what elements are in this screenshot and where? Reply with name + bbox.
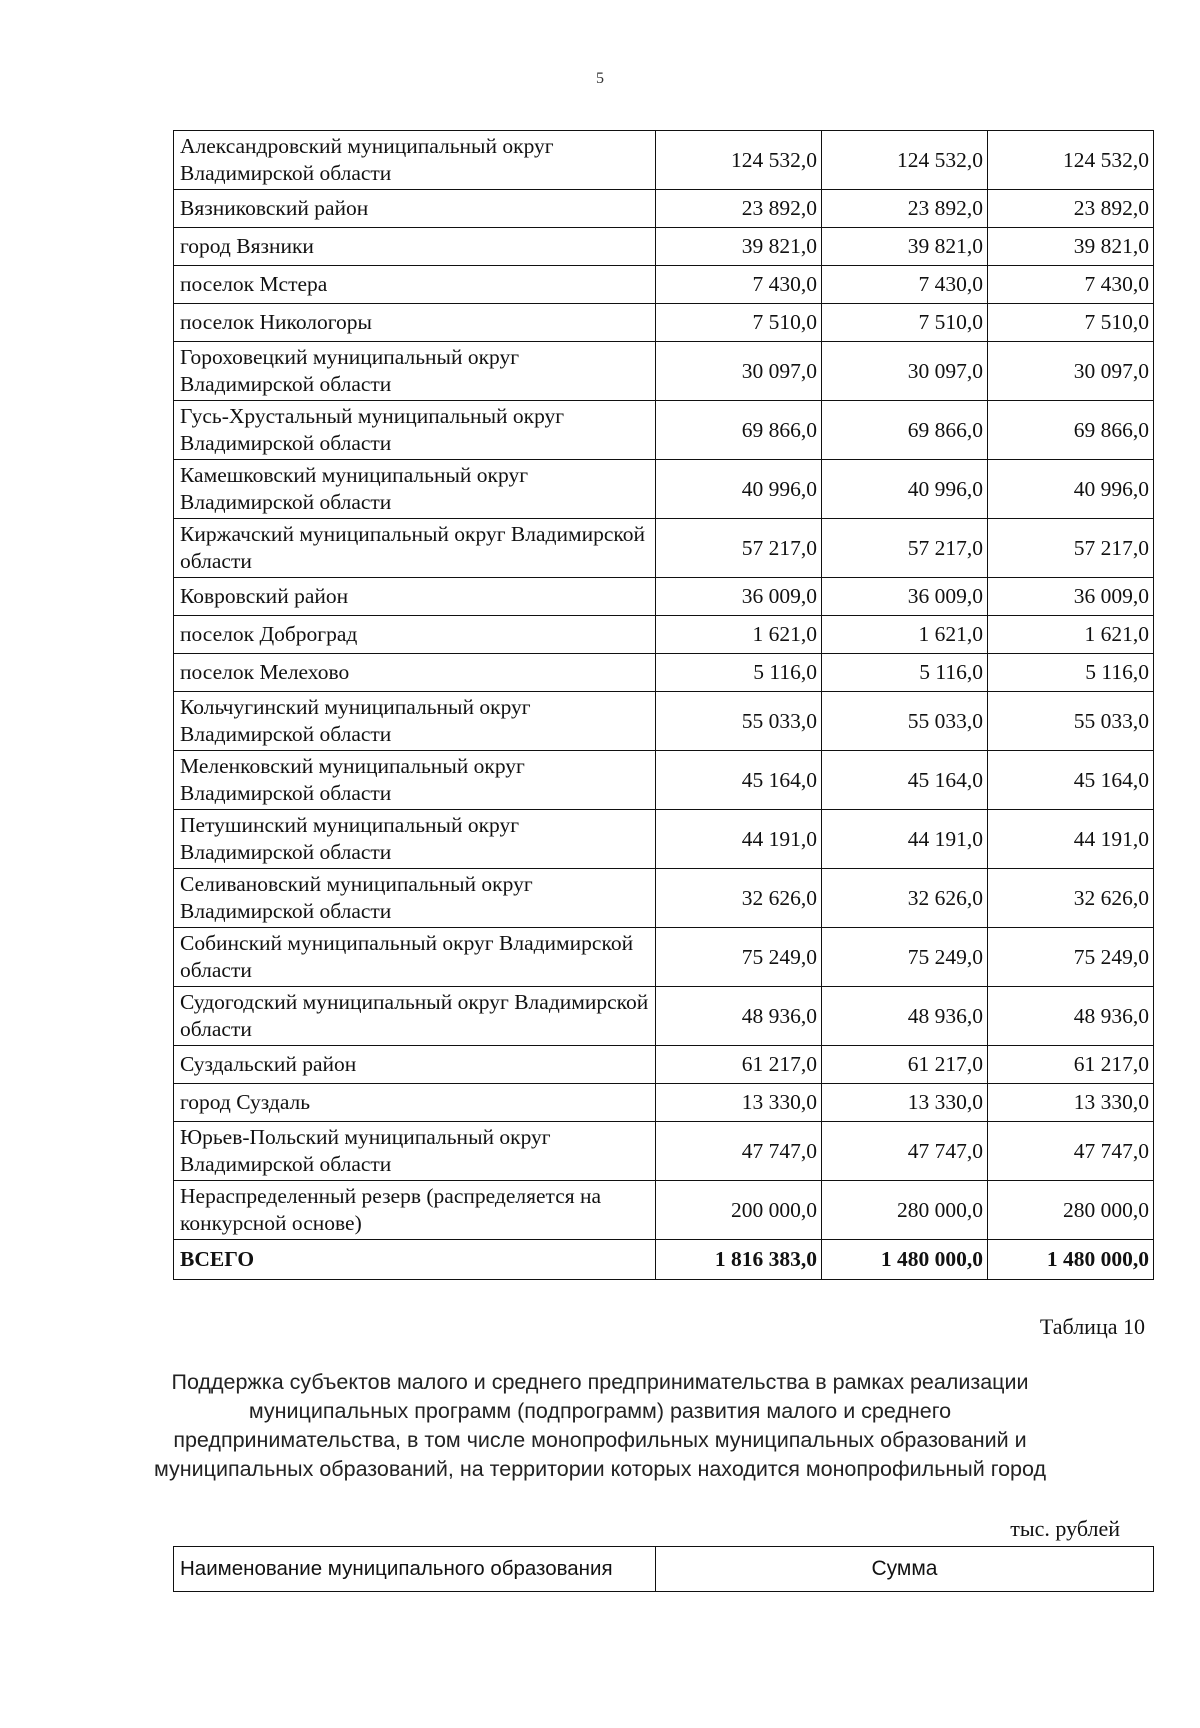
row-name: Юрьев-Польский муниципальный округ Владимирской области — [174, 1122, 656, 1181]
row-name: Петушинский муниципальный округ Владимирской области — [174, 810, 656, 869]
row-value-3: 75 249,0 — [988, 928, 1154, 987]
row-value-3: 48 936,0 — [988, 987, 1154, 1046]
row-value-2: 61 217,0 — [822, 1046, 988, 1084]
row-value-1: 30 097,0 — [656, 342, 822, 401]
row-name: Суздальский район — [174, 1046, 656, 1084]
row-value-2: 280 000,0 — [822, 1181, 988, 1240]
row-value-1: 44 191,0 — [656, 810, 822, 869]
row-value-2: 44 191,0 — [822, 810, 988, 869]
row-value-1: 32 626,0 — [656, 869, 822, 928]
row-value-1: 5 116,0 — [656, 654, 822, 692]
row-name: Александровский муниципальный округ Владимирской области — [174, 131, 656, 190]
row-value-3: 44 191,0 — [988, 810, 1154, 869]
row-name: Вязниковский район — [174, 190, 656, 228]
row-value-3: 13 330,0 — [988, 1084, 1154, 1122]
table-row — [174, 1084, 1154, 1122]
row-value-1: 47 747,0 — [656, 1122, 822, 1181]
row-name: Ковровский район — [174, 578, 656, 616]
row-value-3: 57 217,0 — [988, 519, 1154, 578]
table-row — [174, 928, 1154, 987]
row-name: поселок Мелехово — [174, 654, 656, 692]
row-value-2: 57 217,0 — [822, 519, 988, 578]
table-row — [174, 460, 1154, 519]
row-value-2: 124 532,0 — [822, 131, 988, 190]
total-label: ВСЕГО — [174, 1240, 656, 1280]
row-value-3: 7 430,0 — [988, 266, 1154, 304]
allocation-table — [173, 130, 1154, 1280]
table-row — [174, 654, 1154, 692]
row-name: поселок Мстера — [174, 266, 656, 304]
row-value-2: 32 626,0 — [822, 869, 988, 928]
column-header-name: Наименование муниципального образования — [174, 1547, 656, 1592]
row-value-2: 55 033,0 — [822, 692, 988, 751]
row-value-2: 1 621,0 — [822, 616, 988, 654]
table-row — [174, 266, 1154, 304]
row-name: Гороховецкий муниципальный округ Владимирской области — [174, 342, 656, 401]
row-value-1: 57 217,0 — [656, 519, 822, 578]
row-value-3: 61 217,0 — [988, 1046, 1154, 1084]
table-row — [174, 131, 1154, 190]
row-value-2: 39 821,0 — [822, 228, 988, 266]
table-row — [174, 869, 1154, 928]
row-value-1: 75 249,0 — [656, 928, 822, 987]
row-value-2: 30 097,0 — [822, 342, 988, 401]
row-name: город Суздаль — [174, 1084, 656, 1122]
row-value-3: 280 000,0 — [988, 1181, 1154, 1240]
row-value-2: 47 747,0 — [822, 1122, 988, 1181]
row-name: Нераспределенный резерв (распределяется на конкурсной основе) — [174, 1181, 656, 1240]
table-row — [174, 692, 1154, 751]
row-value-2: 7 430,0 — [822, 266, 988, 304]
row-name: Камешковский муниципальный округ Владимирской области — [174, 460, 656, 519]
row-value-1: 7 430,0 — [656, 266, 822, 304]
table-row — [174, 401, 1154, 460]
row-value-1: 55 033,0 — [656, 692, 822, 751]
row-value-2: 40 996,0 — [822, 460, 988, 519]
units-label: тыс. рублей — [1010, 1516, 1120, 1541]
row-value-3: 30 097,0 — [988, 342, 1154, 401]
row-value-3: 7 510,0 — [988, 304, 1154, 342]
table-caption: Таблица 10 — [1039, 1314, 1145, 1339]
row-value-1: 23 892,0 — [656, 190, 822, 228]
row-value-1: 48 936,0 — [656, 987, 822, 1046]
row-value-2: 45 164,0 — [822, 751, 988, 810]
row-value-1: 13 330,0 — [656, 1084, 822, 1122]
row-value-3: 1 621,0 — [988, 616, 1154, 654]
row-value-2: 13 330,0 — [822, 1084, 988, 1122]
row-name: Гусь-Хрустальный муниципальный округ Владимирской области — [174, 401, 656, 460]
row-value-3: 124 532,0 — [988, 131, 1154, 190]
row-value-1: 200 000,0 — [656, 1181, 822, 1240]
row-name: Киржачский муниципальный округ Владимирской области — [174, 519, 656, 578]
row-value-3: 40 996,0 — [988, 460, 1154, 519]
total-value-3: 1 480 000,0 — [988, 1240, 1154, 1280]
table-row — [174, 987, 1154, 1046]
row-value-1: 61 217,0 — [656, 1046, 822, 1084]
row-value-3: 47 747,0 — [988, 1122, 1154, 1181]
table-row — [174, 228, 1154, 266]
table-row — [174, 751, 1154, 810]
table-row — [174, 616, 1154, 654]
row-value-3: 36 009,0 — [988, 578, 1154, 616]
table-header-row — [174, 1547, 1154, 1592]
row-value-1: 39 821,0 — [656, 228, 822, 266]
page-number: 5 — [596, 70, 604, 87]
table-row — [174, 304, 1154, 342]
row-value-3: 5 116,0 — [988, 654, 1154, 692]
row-name: Судогодский муниципальный округ Владимирской области — [174, 987, 656, 1046]
row-value-2: 75 249,0 — [822, 928, 988, 987]
row-value-1: 36 009,0 — [656, 578, 822, 616]
row-value-2: 48 936,0 — [822, 987, 988, 1046]
allocation-table-body — [174, 131, 1154, 1280]
row-value-3: 23 892,0 — [988, 190, 1154, 228]
row-name: поселок Никологоры — [174, 304, 656, 342]
row-value-1: 7 510,0 — [656, 304, 822, 342]
row-value-3: 32 626,0 — [988, 869, 1154, 928]
row-value-3: 69 866,0 — [988, 401, 1154, 460]
row-value-1: 40 996,0 — [656, 460, 822, 519]
table-row — [174, 1046, 1154, 1084]
row-value-1: 45 164,0 — [656, 751, 822, 810]
row-value-2: 5 116,0 — [822, 654, 988, 692]
row-name: город Вязники — [174, 228, 656, 266]
row-value-2: 36 009,0 — [822, 578, 988, 616]
row-value-1: 69 866,0 — [656, 401, 822, 460]
row-value-2: 23 892,0 — [822, 190, 988, 228]
row-value-3: 39 821,0 — [988, 228, 1154, 266]
table-row — [174, 342, 1154, 401]
table-row — [174, 190, 1154, 228]
table-row — [174, 1181, 1154, 1240]
table-row — [174, 578, 1154, 616]
support-table — [173, 1546, 1154, 1592]
table-row — [174, 519, 1154, 578]
total-value-1: 1 816 383,0 — [656, 1240, 822, 1280]
row-name: поселок Доброград — [174, 616, 656, 654]
row-name: Собинский муниципальный округ Владимирской области — [174, 928, 656, 987]
total-row — [174, 1240, 1154, 1280]
row-value-1: 1 621,0 — [656, 616, 822, 654]
row-name: Кольчугинский муниципальный округ Владимирской области — [174, 692, 656, 751]
row-value-3: 55 033,0 — [988, 692, 1154, 751]
row-name: Меленковский муниципальный округ Владимирской области — [174, 751, 656, 810]
column-header-sum: Сумма — [656, 1547, 1154, 1592]
row-name: Селивановский муниципальный округ Владимирской области — [174, 869, 656, 928]
row-value-2: 7 510,0 — [822, 304, 988, 342]
row-value-2: 69 866,0 — [822, 401, 988, 460]
total-value-2: 1 480 000,0 — [822, 1240, 988, 1280]
table-title: Поддержка субъектов малого и среднего предпринимательства в рамках реализации муниципальных программ (подпрограмм) развития малого и среднего предпринимательства, в том числе монопрофильных муниципальных образований и муниципальных образований, на территории которых находится монопрофильный город — [153, 1370, 1047, 1481]
row-value-1: 124 532,0 — [656, 131, 822, 190]
table-row — [174, 810, 1154, 869]
table-row — [174, 1122, 1154, 1181]
row-value-3: 45 164,0 — [988, 751, 1154, 810]
